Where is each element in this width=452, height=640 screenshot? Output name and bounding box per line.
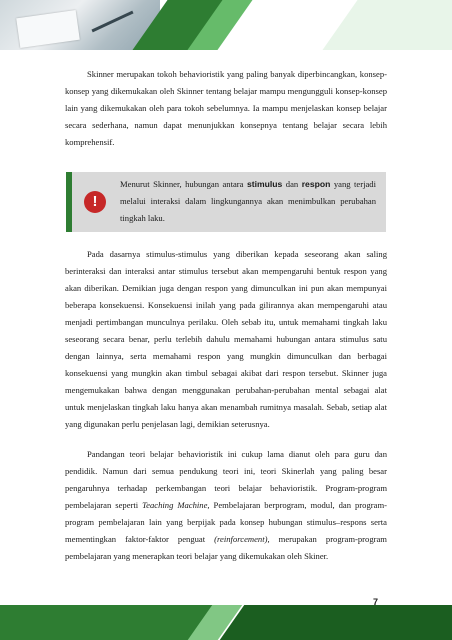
callout-bold-respon: respon: [301, 179, 331, 189]
paragraph-2-text: Pada dasarnya stimulus-stimulus yang diberikan kepada seseorang akan saling berinteraksi dan interaksi antar stimulus tersebut akan mempengaruhi bentuk respon yang akan diberikan. Demikian juga dengan respon yang dimunculkan ini pun akan mempunyai beberapa konsekuensi. Konsekuensi inilah yang pada gilirannya akan mempengaruhi atau menjadi pertimbangan munculnya perilaku. Oleh sebab itu, untuk memahami tingkah laku seseorang secara benar, perlu terlebih dahulu memahami hubungan antara stimulus satu dengan lainnya, serta memahami respon yang mungkin dimunculkan dan berbagai konsekuensi yang mungkin akan timbul sebagai akibat dari respon tersebut. Skinner juga mengemukakan bahwa dengan menggunakan perubahan-perubahan mental sebagai alat untuk menjelaskan tingkah laku hanya akan menambah rumitnya masalah. Sebab, setiap alat yang digunakan perlu penjelasan lagi, demikian seterusnya.: [65, 249, 387, 429]
paragraph-1-text: Skinner merupakan tokoh behavioristik yang paling banyak diperbincangkan, konsep-konsep yang dikemukakan oleh Skinner tentang belajar mampu mengungguli konsep-konsep lain yang dikemukakan oleh para tokoh sebelumnya. Ia mampu menjelaskan konsep belajar secara sederhana, namun dapat menunjukkan konsepnya tentang belajar secara lebih komprehensif.: [65, 69, 387, 147]
paragraph-3-text: [65, 446, 387, 565]
paragraph-3: [65, 446, 387, 565]
photo-pen-shape: [91, 11, 133, 33]
paragraph-2: [65, 246, 387, 433]
footer-decoration: [0, 605, 452, 640]
paragraph-3-part-3: , merupakan program-program pembelajaran yang menerapkan teori belajar yang dikemukakan oleh Skiner.: [65, 534, 387, 561]
callout-text: [120, 176, 376, 227]
header-photo: [0, 0, 160, 50]
alert-icon: !: [84, 191, 106, 213]
callout-text-after: yang terjadi melalui interaksi dalam lingkungannya akan menimbulkan perubahan tingkah laku.: [120, 179, 376, 223]
callout-box: [66, 172, 386, 232]
callout-bold-stimulus: stimulus: [246, 179, 283, 189]
callout-text-before: Menurut Skinner, hubungan antara: [120, 179, 247, 189]
header-decoration: [0, 0, 452, 50]
photo-paper-shape: [16, 10, 80, 48]
paragraph-3-italic-teaching-machine: Teaching Machine: [142, 500, 208, 510]
footer-stripe: [0, 605, 222, 640]
paragraph-3-italic-reinforcement: (reinforcement): [214, 534, 268, 544]
callout-accent-bar: [66, 172, 72, 232]
paragraph-3-part-2: , Pembelajaran berprogram, modul, dan program-program pembelajaran lain yang berpijak pada konsep hubungan stimulus–respons serta mementingkan faktor-faktor penguat: [65, 500, 387, 544]
paragraph-1: [65, 66, 387, 151]
footer-stripe: [220, 605, 452, 640]
callout-text-mid: dan: [282, 179, 302, 189]
page-number: 7: [372, 597, 378, 607]
paragraph-3-part-1: Pandangan teori belajar behavioristik ini cukup lama dianut oleh para guru dan pendidik. Namun dari semua pendukung teori ini, teori Skinerlah yang paling besar pengaruhnya terhadap perkembangan teori belajar behavioristik. Program-program pembelajaran seperti: [65, 449, 387, 510]
